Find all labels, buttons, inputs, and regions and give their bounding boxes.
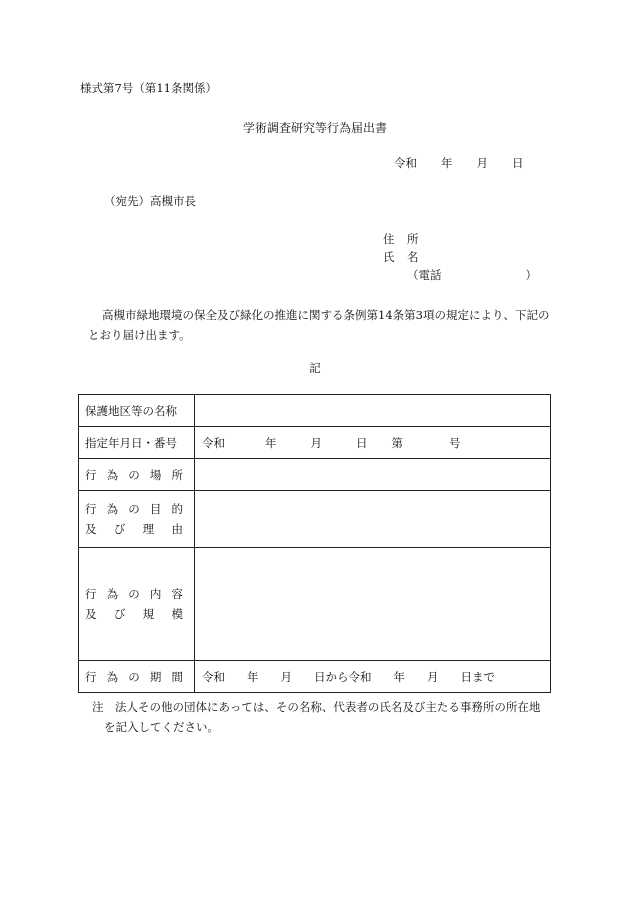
row-location [79, 459, 551, 491]
field-content[interactable] [195, 548, 551, 661]
ki-heading: 記 [309, 361, 321, 375]
label-location: 行 為 の 場 所 [79, 459, 195, 491]
date-line [394, 155, 524, 171]
note-line-2: を記入してください。 [104, 720, 219, 734]
field-designation[interactable]: 令和 年 月 日 第 号 [195, 427, 551, 459]
row-content [79, 548, 551, 661]
date-era: 令和 [394, 156, 417, 170]
row-area-name [79, 395, 551, 427]
body-text: 高槻市緑地環境の保全及び緑化の推進に関する条例第14条第3項の規定により、下記のとおり届け出ます。 [88, 308, 550, 342]
note-line-1: 注 法人その他の団体にあっては、その名称、代表者の氏名及び主たる事務所の所在地 [92, 700, 541, 714]
field-purpose[interactable] [195, 491, 551, 548]
note [92, 697, 552, 737]
date-day: 日 [512, 156, 524, 170]
name-label: 氏 名 [383, 250, 419, 264]
document-title: 学術調査研究等行為届出書 [242, 121, 387, 135]
date-year: 年 [441, 156, 453, 170]
applicant-block [383, 230, 537, 284]
row-purpose [79, 491, 551, 548]
phone-label: （電話 ） [407, 268, 537, 282]
date-month: 月 [476, 156, 488, 170]
form-number: 様式第7号（第11条関係） [80, 81, 217, 95]
form-table [78, 394, 551, 693]
field-location[interactable] [195, 459, 551, 491]
field-area-name[interactable] [195, 395, 551, 427]
row-designation [79, 427, 551, 459]
address-label: 住 所 [383, 232, 419, 246]
row-period [79, 661, 551, 693]
label-designation: 指定年月日・番号 [79, 427, 195, 459]
label-period: 行 為 の 期 間 [79, 661, 195, 693]
field-period[interactable]: 令和 年 月 日から令和 年 月 日まで [195, 661, 551, 693]
addressee: （宛先）高槻市長 [104, 194, 196, 208]
label-purpose: 行 為 の 目 的 及 び 理 由 [79, 491, 195, 548]
label-area-name: 保護地区等の名称 [79, 395, 195, 427]
label-content: 行 為 の 内 容 及 び 規 模 [79, 548, 195, 661]
